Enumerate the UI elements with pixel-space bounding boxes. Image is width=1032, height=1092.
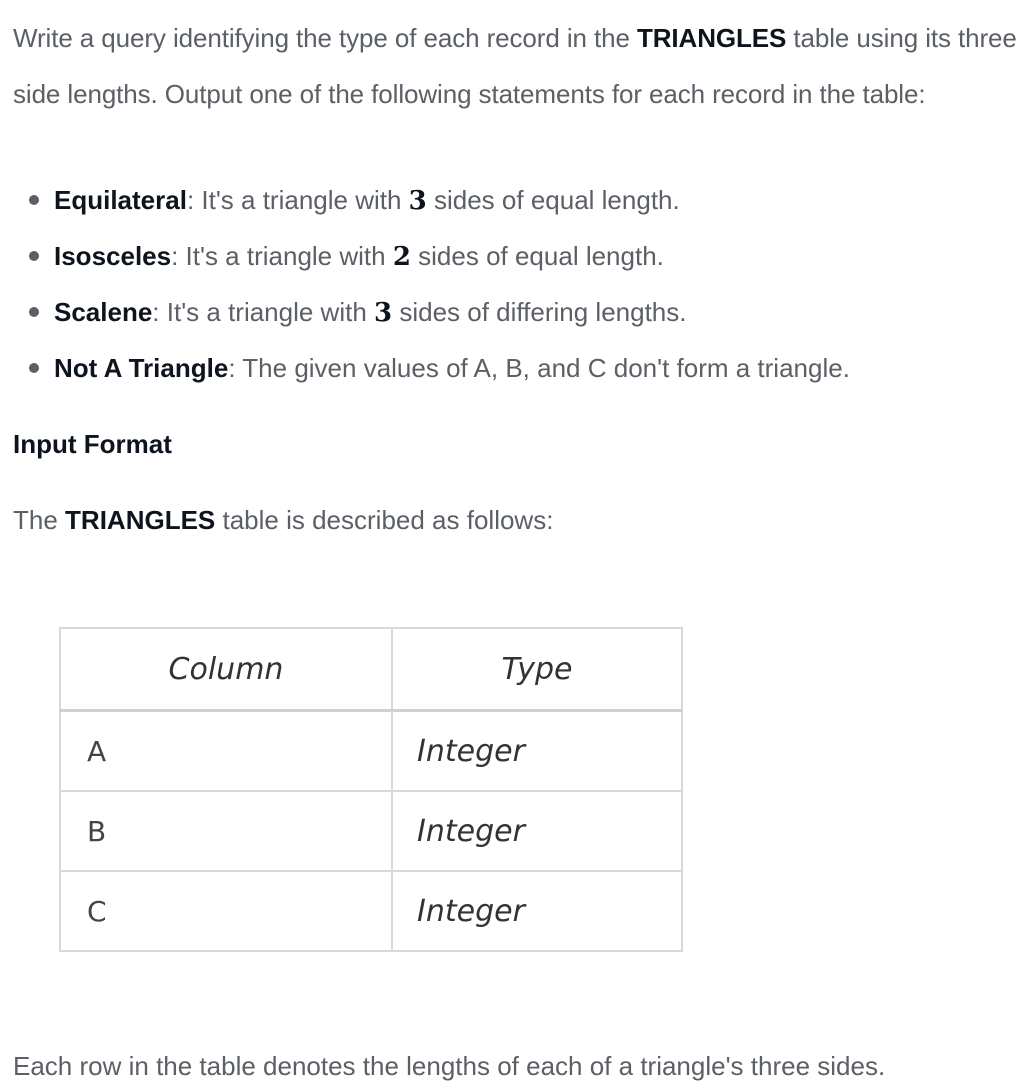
table-row (60, 711, 682, 792)
column-name-cell: A (60, 711, 392, 792)
type-header: Type (392, 628, 682, 711)
list-item (0, 228, 1032, 284)
type-text: : It's a triangle with (152, 297, 375, 327)
row-description: Each row in the table denotes the lengths of each of a triangle's three sides. (13, 1051, 886, 1081)
input-format-description (13, 500, 553, 540)
column-type-cell: Integer (392, 791, 682, 871)
type-term: Isosceles (54, 241, 172, 271)
bullet-icon (29, 251, 39, 261)
triangle-types-list (0, 172, 1032, 396)
table-row (60, 871, 682, 951)
table-name: TRIANGLES (636, 23, 787, 53)
intro-paragraph (13, 10, 1023, 122)
bullet-icon (29, 363, 39, 373)
type-number: 3 (374, 298, 393, 328)
list-item (0, 340, 1032, 396)
intro-text-end: table using its three side lengths. Output one of the following statements for each record in the table: (13, 23, 1017, 109)
table-row (60, 791, 682, 871)
type-text: : It's a triangle with (186, 185, 409, 215)
type-term: Equilateral (54, 185, 187, 215)
type-text-end: sides of equal length. (426, 185, 680, 215)
type-term: Not A Triangle (54, 353, 229, 383)
type-term: Scalene (54, 297, 153, 327)
input-format-heading: Input Format (13, 429, 172, 459)
type-text: : The given values of A, B, and C don't form a triangle. (228, 353, 850, 383)
type-number: 2 (392, 242, 411, 272)
desc-table-name: TRIANGLES (65, 505, 216, 535)
column-type-cell: Integer (392, 871, 682, 951)
bullet-icon (29, 195, 39, 205)
type-text-end: sides of equal length. (410, 241, 664, 271)
bullet-icon (29, 307, 39, 317)
table-header-row (60, 628, 682, 711)
intro-text-start: Write a query identifying the type of each record in the (13, 23, 637, 53)
column-name-cell: C (60, 871, 392, 951)
type-text: : It's a triangle with (171, 241, 393, 271)
type-number: 3 (408, 186, 427, 216)
column-type-cell: Integer (392, 711, 682, 792)
column-name-cell: B (60, 791, 392, 871)
list-item (0, 172, 1032, 228)
desc-text-start: The (13, 505, 66, 535)
list-item (0, 284, 1032, 340)
desc-text-end: table is described as follows: (215, 505, 554, 535)
schema-table (59, 627, 683, 952)
type-text-end: sides of differing lengths. (392, 297, 687, 327)
column-header: Column (60, 628, 392, 711)
